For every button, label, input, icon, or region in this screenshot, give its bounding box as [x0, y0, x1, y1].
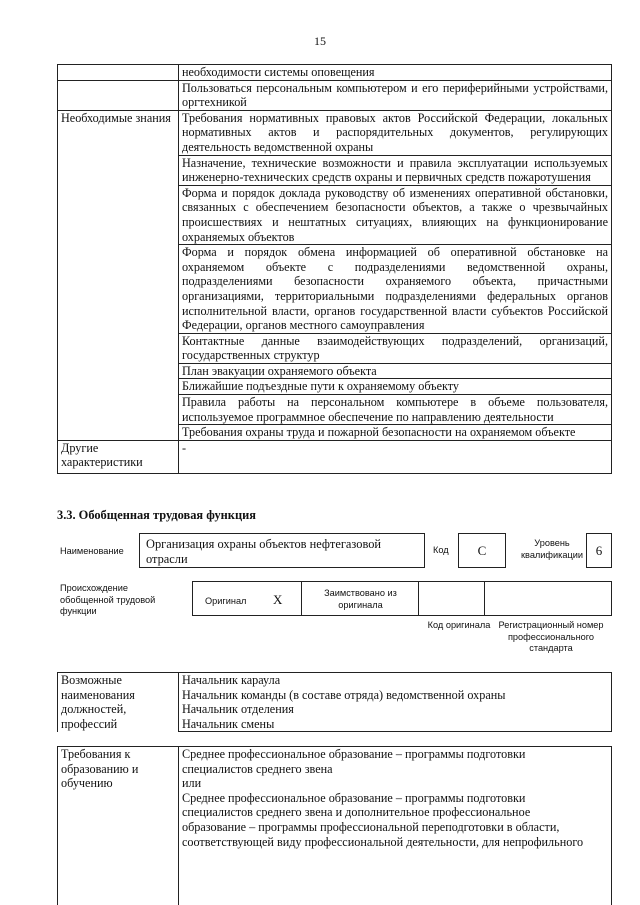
education-line: соответствующей виду профессиональной деятельности, для непрофильного — [182, 834, 584, 849]
education-line: образование – программы профессиональной переподготовки в области, — [182, 819, 560, 834]
positions-label: Возможные наименования должностей, профессий — [58, 673, 179, 732]
education-content — [179, 747, 612, 905]
original-label: Оригинал — [205, 596, 247, 606]
code-original-cell — [419, 582, 485, 615]
position-item: Начальник отделения — [179, 702, 612, 717]
table-cell: Контактные данные взаимодействующих подразделений, организаций, государственных структур — [179, 333, 612, 363]
name-label: Наименование — [60, 546, 124, 556]
original-cell — [193, 582, 302, 615]
education-line: или — [182, 776, 202, 791]
education-line: Среднее профессиональное образование – программы подготовки — [182, 790, 526, 805]
table-cell: Ближайшие подъездные пути к охраняемому объекту — [179, 379, 612, 395]
reg-number-caption: Регистрационный номер профессионального стандарта — [498, 620, 604, 653]
table-cell: Форма и порядок доклада руководству об изменениях оперативной обстановки, связанных с обеспечением безопасности объектов, а также о чрезвычайных происшествиях и нештатных ситуациях, влияющих на функционирование охраняемых объектов — [179, 185, 612, 244]
code-value: C — [458, 533, 506, 568]
table-cell: необходимости системы оповещения — [179, 65, 612, 81]
section-title: 3.3. Обобщенная трудовая функция — [57, 508, 256, 522]
education-line: специалистов среднего звена и дополнительное профессиональное — [182, 805, 531, 820]
table-cell: Требования охраны труда и пожарной безопасности на охраняемом объекте — [179, 425, 612, 441]
empty-label-cell — [58, 80, 179, 110]
table-cell: Требования нормативных правовых актов Российской Федерации, локальных нормативных актов и распорядительных документов, регулирующих деятельность ведомственной охраны — [179, 110, 612, 155]
position-item: Начальник смены — [179, 717, 612, 732]
knowledge-label: Необходимые знания — [58, 110, 179, 440]
name-value: Организация охраны объектов нефтегазовой отрасли — [139, 533, 425, 568]
education-line: Среднее профессиональное образование – программы подготовки — [182, 747, 526, 761]
education-table — [57, 746, 612, 905]
borrowed-cell — [302, 582, 419, 615]
borrowed-label: Заимствовано из оригинала — [324, 588, 397, 610]
table-cell: Правила работы на персональном компьютере в объеме пользователя, используемое программное обеспечение по направлению деятельности — [179, 395, 612, 425]
position-item: Начальник караула — [179, 673, 612, 688]
table-cell: Назначение, технические возможности и правила эксплуатации используемых инженерно-технических средств охраны и первичных средств пожаротушения — [179, 155, 612, 185]
reg-number-cell — [485, 582, 611, 615]
knowledge-table — [57, 64, 612, 474]
origin-row — [192, 581, 612, 616]
education-label: Требования к образованию и обучению — [58, 747, 179, 905]
empty-label-cell — [58, 65, 179, 81]
other-label: Другие характеристики — [58, 440, 179, 473]
origin-label: Происхождение обобщенной трудовой функции — [60, 583, 156, 616]
code-label: Код — [433, 545, 449, 555]
level-value: 6 — [586, 533, 612, 568]
positions-table — [57, 672, 612, 732]
code-original-caption: Код оригинала — [427, 620, 491, 630]
education-line: специалистов среднего звена — [182, 761, 333, 776]
table-cell: Форма и порядок обмена информацией об оперативной обстановке на охраняемом объекте с подразделениями ведомственной охраны, подразделениями безопасности охраняемого объекта, причастными организациями, территориальными подразделениями федеральных органов исполнительной власти, органов государственной власти субъектов Российской Федерации, органов местного самоуправления — [179, 245, 612, 334]
table-cell: План эвакуации охраняемого объекта — [179, 363, 612, 379]
original-mark: X — [273, 592, 283, 607]
page-number: 15 — [314, 34, 326, 48]
position-item: Начальник команды (в составе отряда) ведомственной охраны — [179, 688, 612, 703]
table-cell: Пользоваться персональным компьютером и его периферийными устройствами, оргтехникой — [179, 80, 612, 110]
other-value: - — [179, 440, 612, 473]
level-label: Уровень квалификации — [521, 538, 583, 560]
